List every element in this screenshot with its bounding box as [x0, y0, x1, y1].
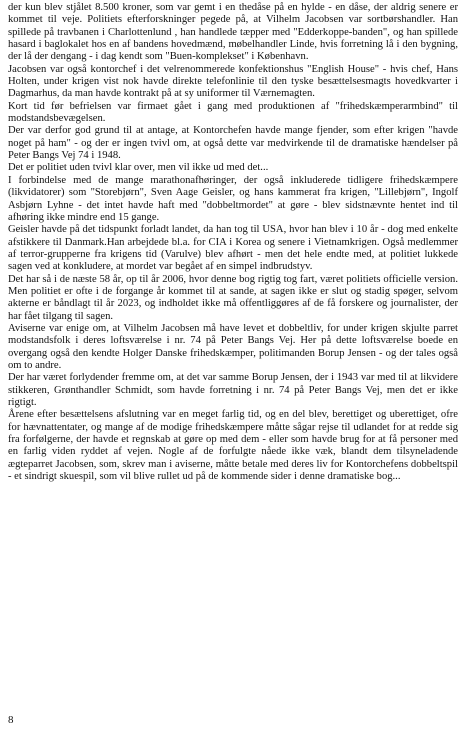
paragraph-8: Det har så i de næste 58 år, op til år 2006, hvor denne bog rigtig tog fart, været politiets officielle version. Men politiet er ofte i de forgange år kommet til at sande, at sagen ikke er slut og stadig spøger, selvom akterne er båndlagt til år 2023, og indholdet ikke må offentliggøres af de få forskere og journalister, der har fået tilgang til sagen.	[8, 273, 458, 322]
paragraph-9: Aviserne var enige om, at Vilhelm Jacobsen må have levet et dobbeltliv, for under krigen skjulte parret modstandsfolk i deres loftsværelse i nr. 74 på Peter Bangs Vej. Her på dette loftsværelse boede en overgang også den kendte Holger Danske frihedskæmper, politimanden Borup Jensen - og der tales også om to andre.	[8, 322, 458, 371]
document-body	[8, 2, 458, 483]
paragraph-5: Det er politiet uden tvivl klar over, men vil ikke ud med det...	[8, 162, 269, 174]
paragraph-11: Årene efter besættelsens afslutning var en meget farlig tid, og en del blev, berettiget og uberettiget, ofre for hævnattentater, og mange af de modige frihedskæmpere måtte sågar rejse til udlandet for at redde sig fra forfølgerne, der havde et regnskab at gøre op med dem - eller som havde brug for at få personer med en farlig viden ryddet af vejen. Nogle af de forfulgte nåede ikke væk, blandt dem tilsyneladende ægteparret Jacobsen, som, skrev man i aviserne, måtte betale med deres liv for Kontorchefens dobbeltspil - et sindrigt skuespil, som vil blive rullet ud på de kommende sider i denne dramatiske bog...	[8, 409, 458, 483]
paragraph-7: Geisler havde på det tidspunkt forladt landet, da han tog til USA, hvor han blev i 10 år - dog med enkelte afstikkere til Danmark.Han arbejdede bl.a. for CIA i Korea og senere i Vietnamkrigen. Også medlemmer af terror-grupperne fra krigens tid (Varulve) blev afhørt - men det hele endte med, at politiet lukkede sagen ved at konkludere, at mordet var begået af en simpel indbrudstyv.	[8, 224, 458, 273]
page-number: 8	[8, 714, 14, 726]
paragraph-6: I forbindelse med de mange marathonafhøringer, der også inkluderede tidligere frihedskæmpere (likvidatorer) som "Storebjørn", Sven Aage Geisler, og hans kammerat fra krigen, "Lillebjørn", Ingolf Asbjørn Lyhne - det intet havde haft med "dobbeltmordet" at gøre - blev sidstnævnte hentet ind til afhøring ikke mindre end 15 gange.	[8, 174, 458, 223]
paragraph-3: Kort tid før befrielsen var firmaet gået i gang med produktionen af "frihedskæmperarmbind" til modstandsbevægelsen.	[8, 100, 458, 125]
paragraph-2: Jacobsen var også kontorchef i det velrenommerede konfektionshus "English House" - hvis chef, Hans Holten, under krigen vist nok havde direkte telefonlinie til den tyske besættelsesmagts hovedkvarter i Dagmarhus, da man havde kontrakt på at sy uniformer til Værnemagten.	[8, 63, 458, 100]
paragraph-10: Der har været forlydender fremme om, at det var samme Borup Jensen, der i 1943 var med til at likvidere stikkeren, Grønthandler Schmidt, som havde forretning i nr. 74 på Peter Bangs Vej, men det er ikke rigtigt.	[8, 372, 458, 408]
paragraph-4: Der var derfor god grund til at antage, at Kontorchefen havde mange fjender, som efter krigen "havde noget på ham" - og der er ingen tvivl om, at også dette var medvirkende til de dramatiske hændelser på Peter Bangs Vej 74 i 1948.	[8, 125, 458, 162]
paragraph-1: der kun blev stjålet 8.500 kroner, som var gemt i en thedåse på en hylde - en dåse, der aldrig senere er kommet til veje. Politiets efterforskninger pegede på, at Vilhelm Jacobsen var sortbørshandler. Han spillede på travbanen i Charlottenlund , han handlede tæpper med "Edderkoppe-banden", og han spillede hasard i baglokalet hos en af bandens hovedmænd, møbelhandler Linde, hvis forretning lå i den bygning, der lå der dengang - i dag kendt som "Buen-komplekset" i København.	[8, 2, 458, 63]
